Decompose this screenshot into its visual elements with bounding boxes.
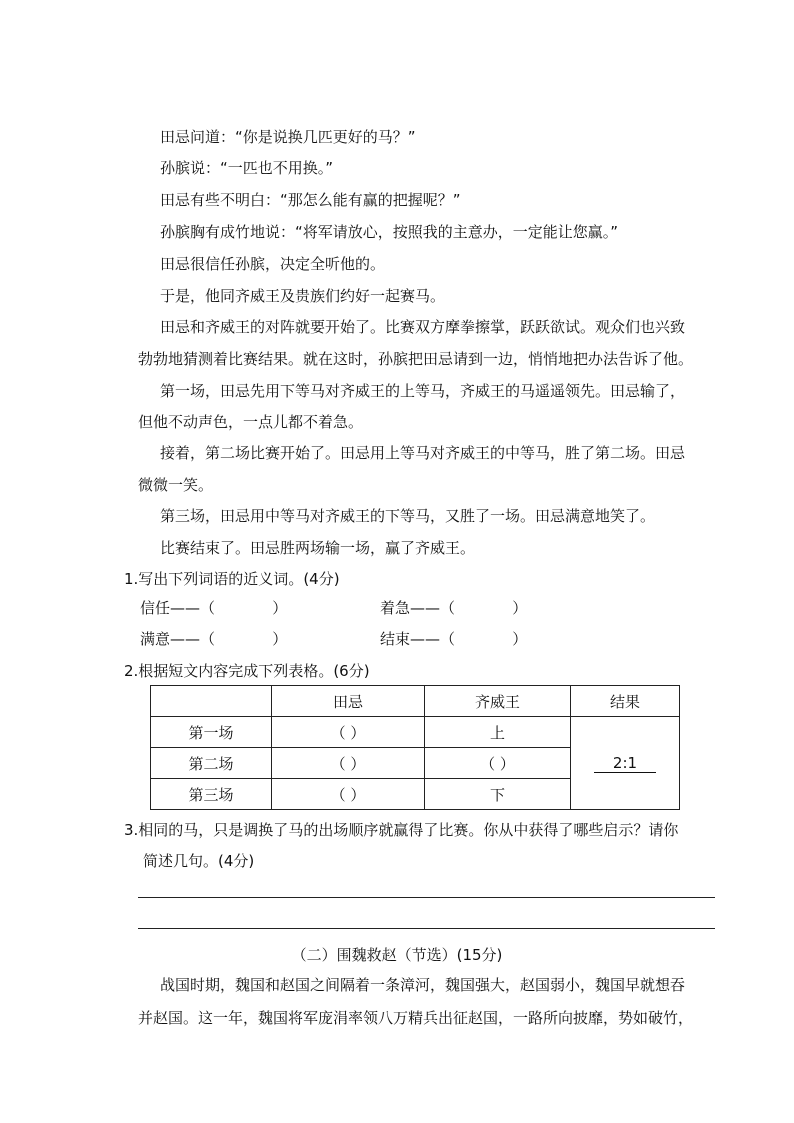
story-line: 孙膑说：“一匹也不用换。” [160,159,334,177]
story-line: 第三场，田忌用中等马对齐威王的下等马，又胜了一场。田忌满意地笑了。 [160,507,656,525]
section-title: （二）围魏救赵（节选）(15分) [291,946,503,964]
story-line: 但他不动声色，一点儿都不着急。 [138,413,364,431]
result-score: 2:1 [594,754,656,773]
tianji-horse-blank[interactable]: （ ） [272,779,425,810]
result-cell [571,717,680,810]
race-results-table [150,685,680,810]
story-line: 接着，第二场比赛开始了。田忌用上等马对齐威王的中等马，胜了第二场。田忌 [160,444,686,462]
tianji-horse-blank[interactable]: （ ） [272,717,425,748]
race-label: 第一场 [151,717,272,748]
passage-line: 并赵国。这一年，魏国将军庞涓率领八万精兵出征赵国，一路所向披靡，势如破竹， [138,1009,694,1027]
table-header-cell: 结果 [571,686,680,717]
synonym-item[interactable]: 着急——（ ） [380,599,528,617]
table-header-cell [151,686,272,717]
answer-line[interactable] [138,928,715,929]
question-2-prompt: 2.根据短文内容完成下列表格。(6分) [124,662,370,680]
synonym-item[interactable]: 满意——（ ） [140,630,288,648]
table-header-row [151,686,680,717]
synonym-item[interactable]: 结束——（ ） [380,630,528,648]
story-line: 田忌有些不明白：“那怎么能有赢的把握呢？” [160,191,461,209]
story-line: 第一场，田忌先用下等马对齐威王的上等马，齐威王的马遥遥领先。田忌输了， [160,382,686,400]
story-line: 孙膑胸有成竹地说：“将军请放心，按照我的主意办，一定能让您赢。” [160,223,619,241]
passage-line: 战国时期，魏国和赵国之间隔着一条漳河，魏国强大，赵国弱小，魏国早就想吞 [160,976,686,994]
story-line: 于是，他同齐威王及贵族们约好一起赛马。 [160,287,446,305]
qi-horse-cell: 下 [425,779,571,810]
question-3-prompt: 3.相同的马，只是调换了马的出场顺序就赢得了比赛。你从中获得了哪些启示？请你 [124,821,679,839]
race-label: 第三场 [151,779,272,810]
story-line: 田忌问道：“你是说换几匹更好的马？” [160,128,416,146]
story-line: 比赛结束了。田忌胜两场输一场，赢了齐威王。 [160,539,476,557]
question-1-prompt: 1.写出下列词语的近义词。(4分) [124,570,340,588]
tianji-horse-blank[interactable]: （ ） [272,748,425,779]
table-row [151,717,680,748]
qi-horse-blank[interactable]: （ ） [425,748,571,779]
story-line: 田忌很信任孙膑，决定全听他的。 [160,255,386,273]
qi-horse-cell: 上 [425,717,571,748]
table-header-cell: 田忌 [272,686,425,717]
race-label: 第二场 [151,748,272,779]
story-line: 田忌和齐威王的对阵就要开始了。比赛双方摩拳擦掌，跃跃欲试。观众们也兴致 [160,318,686,336]
synonym-item[interactable]: 信任——（ ） [140,599,288,617]
question-3-prompt-cont: 简述几句。(4分) [143,852,255,870]
table-header-cell: 齐威王 [425,686,571,717]
story-line: 微微一笑。 [138,476,214,494]
story-line: 勃勃地猜测着比赛结果。就在这时，孙膑把田忌请到一边，悄悄地把办法告诉了他。 [138,350,694,368]
answer-line[interactable] [138,897,715,898]
